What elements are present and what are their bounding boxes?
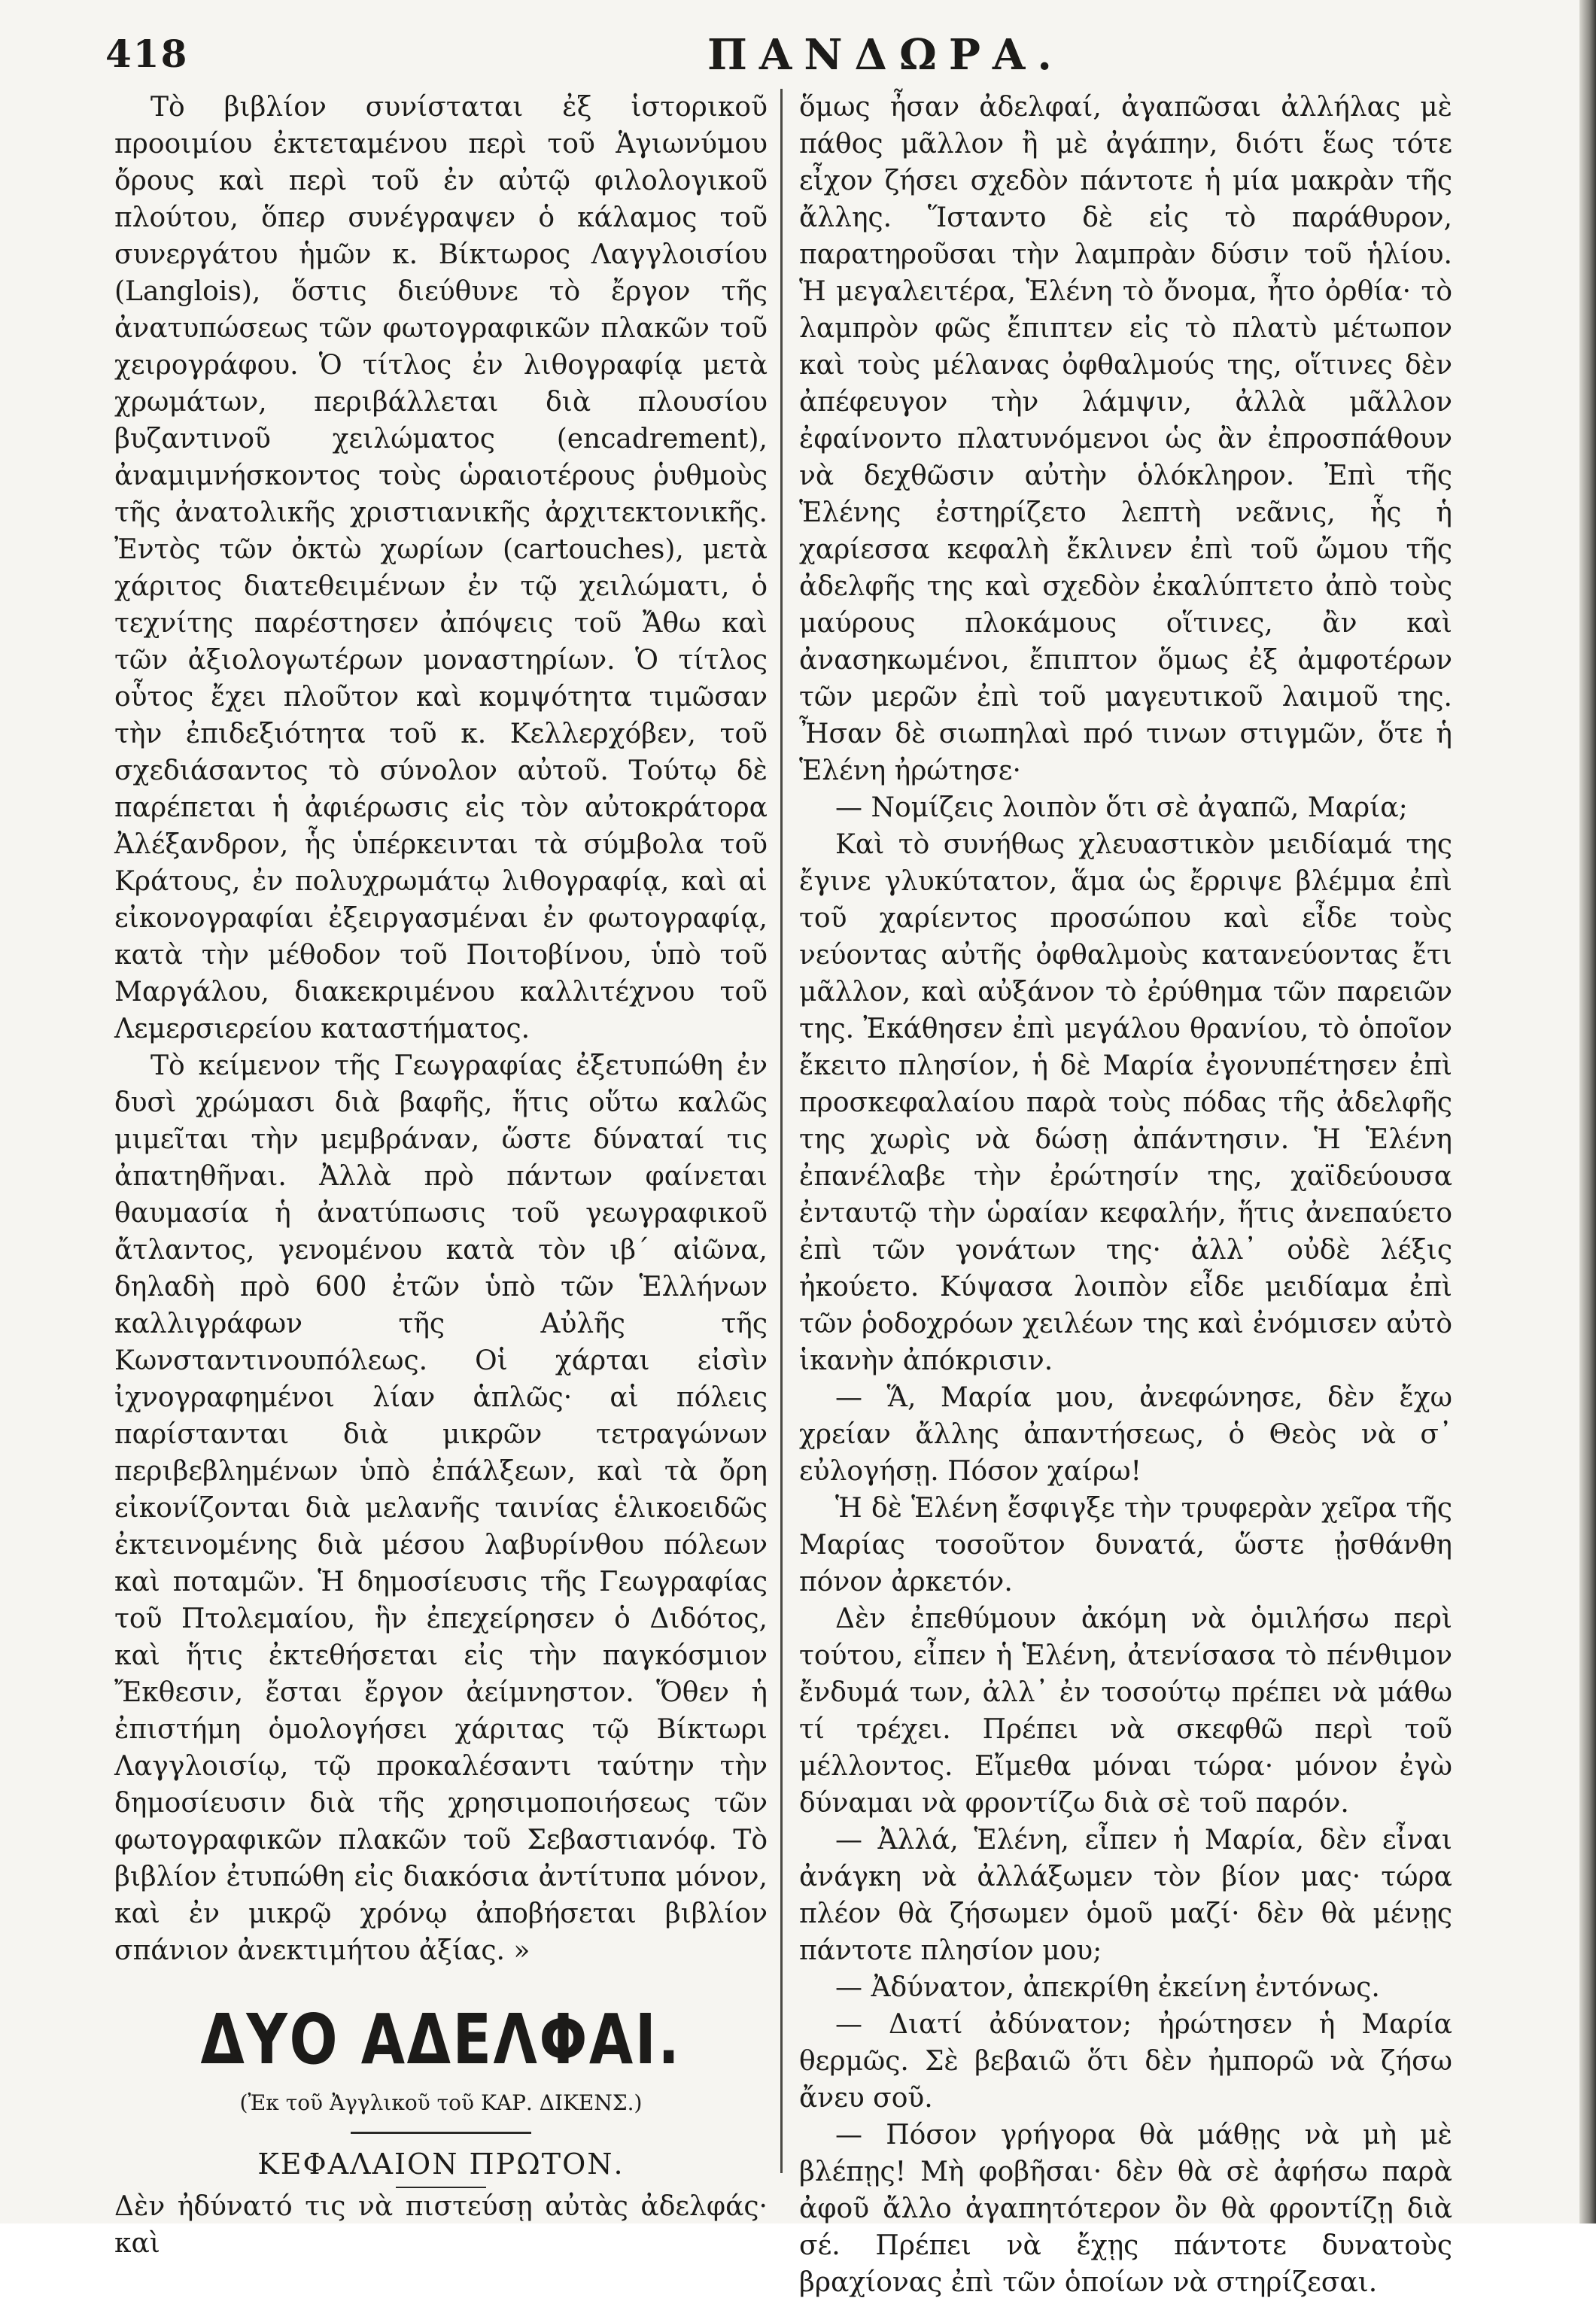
running-title: ΠΑΝΔΩΡΑ. [707,30,1064,80]
story-title: ΔΥΟ ΑΔΕΛΦΑΙ. [200,1999,682,2080]
page-header [105,23,1460,83]
dialogue-line: — Νομίζεις λοιπὸν ὅτι σὲ ἀγαπῶ, Μαρία; [835,792,1408,823]
column-divider [780,89,783,2173]
dialogue-line: — Ἀδύνατον, ἀπεκρίθη ἐκείνη ἐντόνως. [835,1972,1380,2003]
ornament-rule [351,2132,531,2134]
story-heading-block [114,2001,768,2188]
story-paragraph: Δὲν ἠδύνατό τις νὰ πιστεύσῃ αὐτὰς ἀδελφάς· καὶ [114,2191,768,2259]
page-edge-shadow [1579,0,1596,2223]
story-paragraph: Ἡ δὲ Ἑλένη ἔσφιγξε τὴν τρυφερὰν χεῖρα τῆς Μαρίας τοσοῦτον δυνατά, ὥστε ᾐσθάνθη πόνον ἀρκετόν. [799,1493,1452,1597]
chapter-heading: ΚΕΦΑΛΑΙΟΝ ΠΡΩΤΟΝ. [257,2147,625,2181]
dialogue-line: — Διατί ἀδύνατον; ἠρώτησεν ἡ Μαρία θερμῶς. Σὲ βεβαιῶ ὅτι δὲν ἠμπορῶ νὰ ζήσω ἄνευ σοῦ. [799,2009,1452,2114]
left-column [114,89,768,2262]
page-number: 418 [105,32,189,76]
right-column [799,89,1452,2301]
dialogue-line: — Ἅ, Μαρία μου, ἀνεφώνησε, δὲν ἔχω χρείαν ἄλλης ἀπαντήσεως, ὁ Θεὸς νὰ σ᾽ εὐλογήσῃ. Πόσον χαίρω! [799,1382,1452,1487]
dialogue-line: — Πόσον γρήγορα θὰ μάθῃς νὰ μὴ μὲ βλέπῃς! Μὴ φοβῆσαι· δὲν θὰ σὲ ἀφήσω παρὰ ἀφοῦ ἄλλο ἀγαπητότερον ὂν θὰ φροντίζῃ διὰ σέ. Πρέπει νὰ ἔχῃς πάντοτε δυνατοὺς βραχίονας ἐπὶ τῶν ὁποίων νὰ στηρίζεσαι. [799,2120,1452,2298]
story-source: (Ἐκ τοῦ Ἀγγλικοῦ τοῦ ΚΑΡ. ΔΙΚΕΝΣ.) [239,2090,643,2115]
article-paragraph: Τὸ βιβλίον συνίσταται ἐξ ἱστορικοῦ προοιμίου ἐκτεταμένου περὶ τοῦ Ἁγιωνύμου ὄρους καὶ περὶ τοῦ ἐν αὐτῷ φιλολογικοῦ πλούτου, ὅπερ συνέγραψεν ὁ κάλαμος τοῦ συνεργάτου ἡμῶν κ. Βίκτωρος Λαγγλοισίου (Langlois), ὅστις διεύθυνε τὸ ἔργον τῆς ἀνατυπώσεως τῶν φωτογραφικῶν πλακῶν τοῦ χειρογράφου. Ὁ τίτλος ἐν λιθογραφίᾳ μετὰ χρωμάτων, περιβάλλεται διὰ πλουσίου βυζαντινοῦ χειλώματος (encadrement), ἀναμιμνήσκοντος τοὺς ὡραιοτέρους ῥυθμοὺς τῆς ἀνατολικῆς χριστιανικῆς ἀρχιτεκτονικῆς. Ἐντὸς τῶν ὀκτὼ χωρίων (cartouches), μετὰ χάριτος διατεθειμένων ἐν τῷ χειλώματι, ὁ τεχνίτης παρέστησεν ἀπόψεις τοῦ Ἄθω καὶ τῶν ἀξιολογωτέρων μοναστηρίων. Ὁ τίτλος οὗτος ἔχει πλοῦτον καὶ κομψότητα τιμῶσαν τὴν ἐπιδεξιότητα τοῦ κ. Κελλερχόβεν, τοῦ σχεδιάσαντος τὸ σύνολον αὐτοῦ. Τούτῳ δὲ παρέπεται ἡ ἀφιέρωσις εἰς τὸν αὐτοκράτορα Ἀλέξανδρον, ἧς ὑπέρκεινται τὰ σύμβολα τοῦ Κράτους, ἐν πολυχρωμάτῳ λιθογραφίᾳ, καὶ αἱ εἰκονογραφίαι ἐξειργασμέναι ἐν φωτογραφίᾳ, κατὰ τὴν μέθοδον τοῦ Ποιτοβίνου, ὑπὸ τοῦ Μαργάλου, διακεκριμένου καλλιτέχνου τοῦ Λεμερσιερείου καταστήματος. [114,92,768,1044]
dialogue-line: Δὲν ἐπεθύμουν ἀκόμη νὰ ὁμιλήσω περὶ τούτου, εἶπεν ἡ Ἑλένη, ἀτενίσασα τὸ πένθιμον ἔνδυμά των, ἀλλ᾽ ἐν τοσούτῳ πρέπει νὰ μάθω τί τρέχει. Πρέπει νὰ σκεφθῶ περὶ τοῦ μέλλοντος. Εἴμεθα μόναι τώρα· μόνον ἐγὼ δύναμαι νὰ φροντίζω διὰ σὲ τοῦ παρόν. [799,1603,1452,1819]
story-paragraph: Καὶ τὸ συνήθως χλευαστικὸν μειδίαμά της ἔγινε γλυκύτατον, ἅμα ὡς ἔρριψε βλέμμα ἐπὶ τοῦ χαρίεντος προσώπου καὶ εἶδε τοὺς νεύοντας αὐτῆς ὀφθαλμοὺς κατανεύοντας ἔτι μᾶλλον, καὶ αὐξάνον τὸ ἐρύθημα τῶν παρειῶν της. Ἐκάθησεν ἐπὶ μεγάλου θρανίου, τὸ ὁποῖον ἔκειτο πλησίον, ἡ δὲ Μαρία ἐγονυπέτησεν ἐπὶ προσκεφαλαίου παρὰ τοὺς πόδας τῆς ἀδελφῆς της χωρὶς νὰ δώσῃ ἀπάντησιν. Ἡ Ἑλένη ἐπανέλαβε τὴν ἐρώτησίν της, χαϊδεύουσα ἐνταυτῷ τὴν ὡραίαν κεφαλήν, ἥτις ἀνεπαύετο ἐπὶ τῶν γονάτων της· ἀλλ᾽ οὐδὲ λέξις ἠκούετο. Κύψασα λοιπὸν εἶδε μειδίαμα ἐπὶ τῶν ῥοδοχρόων χειλέων της καὶ ἐνόμισεν αὐτὸ ἱκανὴν ἀπόκρισιν. [799,829,1452,1376]
story-paragraph: ὅμως ἦσαν ἀδελφαί, ἀγαπῶσαι ἀλλήλας μὲ πάθος μᾶλλον ἢ μὲ ἀγάπην, διότι ἕως τότε εἶχον ζήσει σχεδὸν πάντοτε ἡ μία μακρὰν τῆς ἄλλης. Ἵσταντο δὲ εἰς τὸ παράθυρον, παρατηροῦσαι τὴν λαμπρὰν δύσιν τοῦ ἡλίου. Ἡ μεγαλειτέρα, Ἑλένη τὸ ὄνομα, ἦτο ὀρθία· τὸ λαμπρὸν φῶς ἔπιπτεν εἰς τὸ πλατὺ μέτωπον καὶ τοὺς μέλανας ὀφθαλμούς της, οἵτινες δὲν ἀπέφευγον τὴν λάμψιν, ἀλλὰ μᾶλλον ἐφαίνοντο πλατυνόμενοι ὡς ἂν ἐπροσπάθουν νὰ δεχθῶσιν αὐτὴν ὁλόκληρον. Ἐπὶ τῆς Ἑλένης ἐστηρίζετο λεπτὴ νεᾶνις, ἧς ἡ χαρίεσσα κεφαλὴ ἔκλινεν ἐπὶ τοῦ ὤμου τῆς ἀδελφῆς της καὶ σχεδὸν ἐκαλύπτετο ἀπὸ τοὺς μαύρους πλοκάμους οἵτινες, ἂν καὶ ἀνασηκωμένοι, ἔπιπτον ὅμως ἐξ ἀμφοτέρων τῶν μερῶν ἐπὶ τοῦ μαγευτικοῦ λαιμοῦ της. Ἦσαν δὲ σιωπηλαὶ πρό τινων στιγμῶν, ὅτε ἡ Ἑλένη ἠρώτησε· [799,92,1452,786]
dialogue-line: — Ἀλλά, Ἑλένη, εἶπεν ἡ Μαρία, δὲν εἶναι ἀνάγκη νὰ ἀλλάξωμεν τὸν βίον μας· τώρα πλέον θὰ ζήσωμεν ὁμοῦ μαζί· δὲν θὰ μένῃς πάντοτε πλησίον μου; [799,1825,1452,1966]
article-paragraph: Τὸ κείμενον τῆς Γεωγραφίας ἐξετυπώθη ἐν δυσὶ χρώμασι διὰ βαφῆς, ἥτις οὕτω καλῶς μιμεῖται τὴν μεμβράναν, ὥστε δύναταί τις ἀπατηθῆναι. Ἀλλὰ πρὸ πάντων φαίνεται θαυμασία ἡ ἀνατύπωσις τοῦ γεωγραφικοῦ ἄτλαντος, γενομένου κατὰ τὸν ιβ΄ αἰῶνα, δηλαδὴ πρὸ 600 ἐτῶν ὑπὸ τῶν Ἑλλήνων καλλιγράφων τῆς Αὐλῆς τῆς Κωνσταντινουπόλεως. Οἱ χάρται εἰσὶν ἰχνογραφημένοι λίαν ἁπλῶς· αἱ πόλεις παρίστανται διὰ μικρῶν τετραγώνων περιβεβλημένων ὑπὸ ἐπάλξεων, καὶ τὰ ὄρη εἰκονίζονται διὰ μελανῆς ταινίας ἑλικοειδῶς ἐκτεινομένης διὰ μέσου λαβυρίνθου πόλεων καὶ ποταμῶν. Ἡ δημοσίευσις τῆς Γεωγραφίας τοῦ Πτολεμαίου, ἣν ἐπεχείρησεν ὁ Διδότος, καὶ ἥτις ἐκτεθήσεται εἰς τὴν παγκόσμιον Ἔκθεσιν, ἔσται ἔργον ἀείμνηστον. Ὅθεν ἡ ἐπιστήμη ὁμολογήσει χάριτας τῷ Βίκτωρι Λαγγλοισίῳ, τῷ προκαλέσαντι ταύτην τὴν δημοσίευσιν διὰ τῆς χρησιμοποιήσεως τῶν φωτογραφικῶν πλακῶν τοῦ Σεβαστιανόφ. Τὸ βιβλίον ἐτυπώθη εἰς διακόσια ἀντίτυπα μόνον, καὶ ἐν μικρῷ χρόνῳ ἀποβήσεται βιβλίον σπάνιον ἀνεκτιμήτου ἀξίας. » [114,1050,768,1966]
